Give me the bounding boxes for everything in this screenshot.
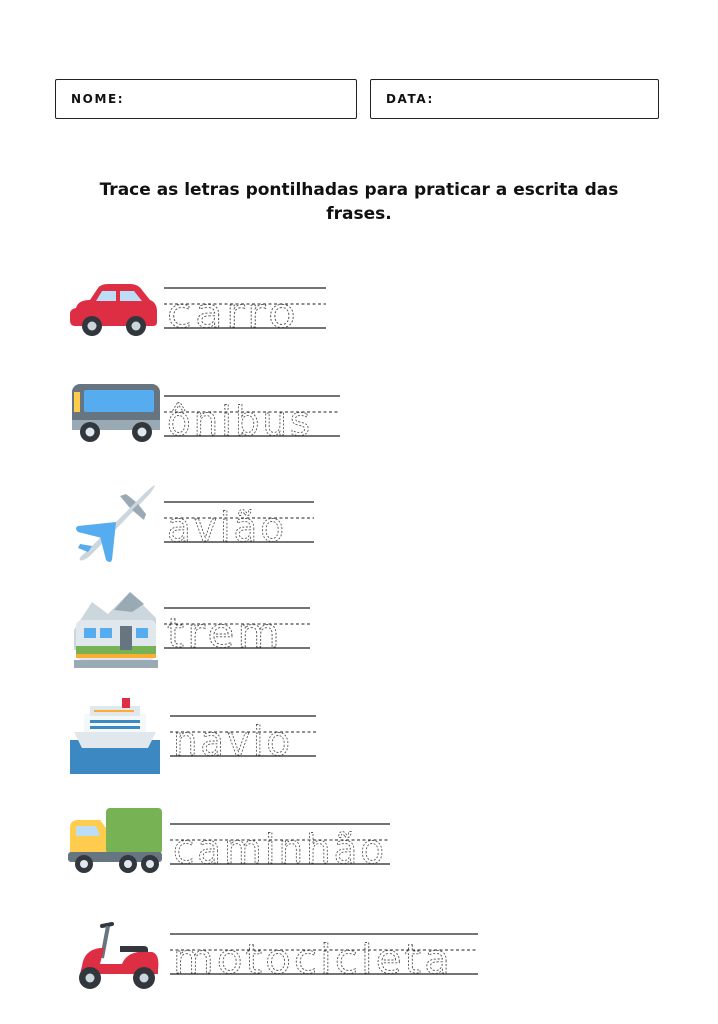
date-label: DATA:	[386, 92, 434, 106]
tracing-guide-caminhao	[170, 820, 395, 873]
tracing-row	[0, 482, 718, 572]
truck-icon	[66, 806, 164, 878]
date-field[interactable]	[370, 79, 659, 119]
tracing-guide-carro	[164, 284, 329, 337]
car-icon	[68, 282, 160, 338]
tracing-guide-trem	[164, 604, 314, 657]
trace-word: trem	[167, 611, 283, 657]
tracing-row	[0, 694, 718, 784]
train-icon	[74, 590, 158, 670]
name-field[interactable]	[55, 79, 357, 119]
tracing-row	[0, 914, 718, 1004]
tracing-guide-onibus	[164, 392, 344, 445]
bus-icon	[70, 382, 162, 446]
tracing-guide-aviao	[164, 498, 319, 551]
tracing-guide-navio	[170, 712, 320, 765]
trace-word: caminhão	[173, 827, 387, 873]
airplane-icon	[72, 482, 158, 566]
tracing-row	[0, 802, 718, 892]
tracing-row	[0, 378, 718, 468]
trace-word: avião	[167, 505, 287, 551]
trace-word: ônibus	[167, 399, 313, 445]
tracing-row	[0, 588, 718, 678]
scooter-icon	[72, 918, 162, 994]
ship-icon	[70, 696, 160, 776]
tracing-guide-motocicleta	[170, 930, 482, 983]
instructions: Trace as letras pontilhadas para praticar a escrita das frases.	[99, 180, 619, 224]
trace-word: navio	[173, 719, 293, 765]
tracing-row	[0, 270, 718, 360]
trace-word: motocicleta	[173, 937, 453, 983]
name-label: NOME:	[71, 92, 125, 106]
trace-word: carro	[167, 291, 299, 337]
